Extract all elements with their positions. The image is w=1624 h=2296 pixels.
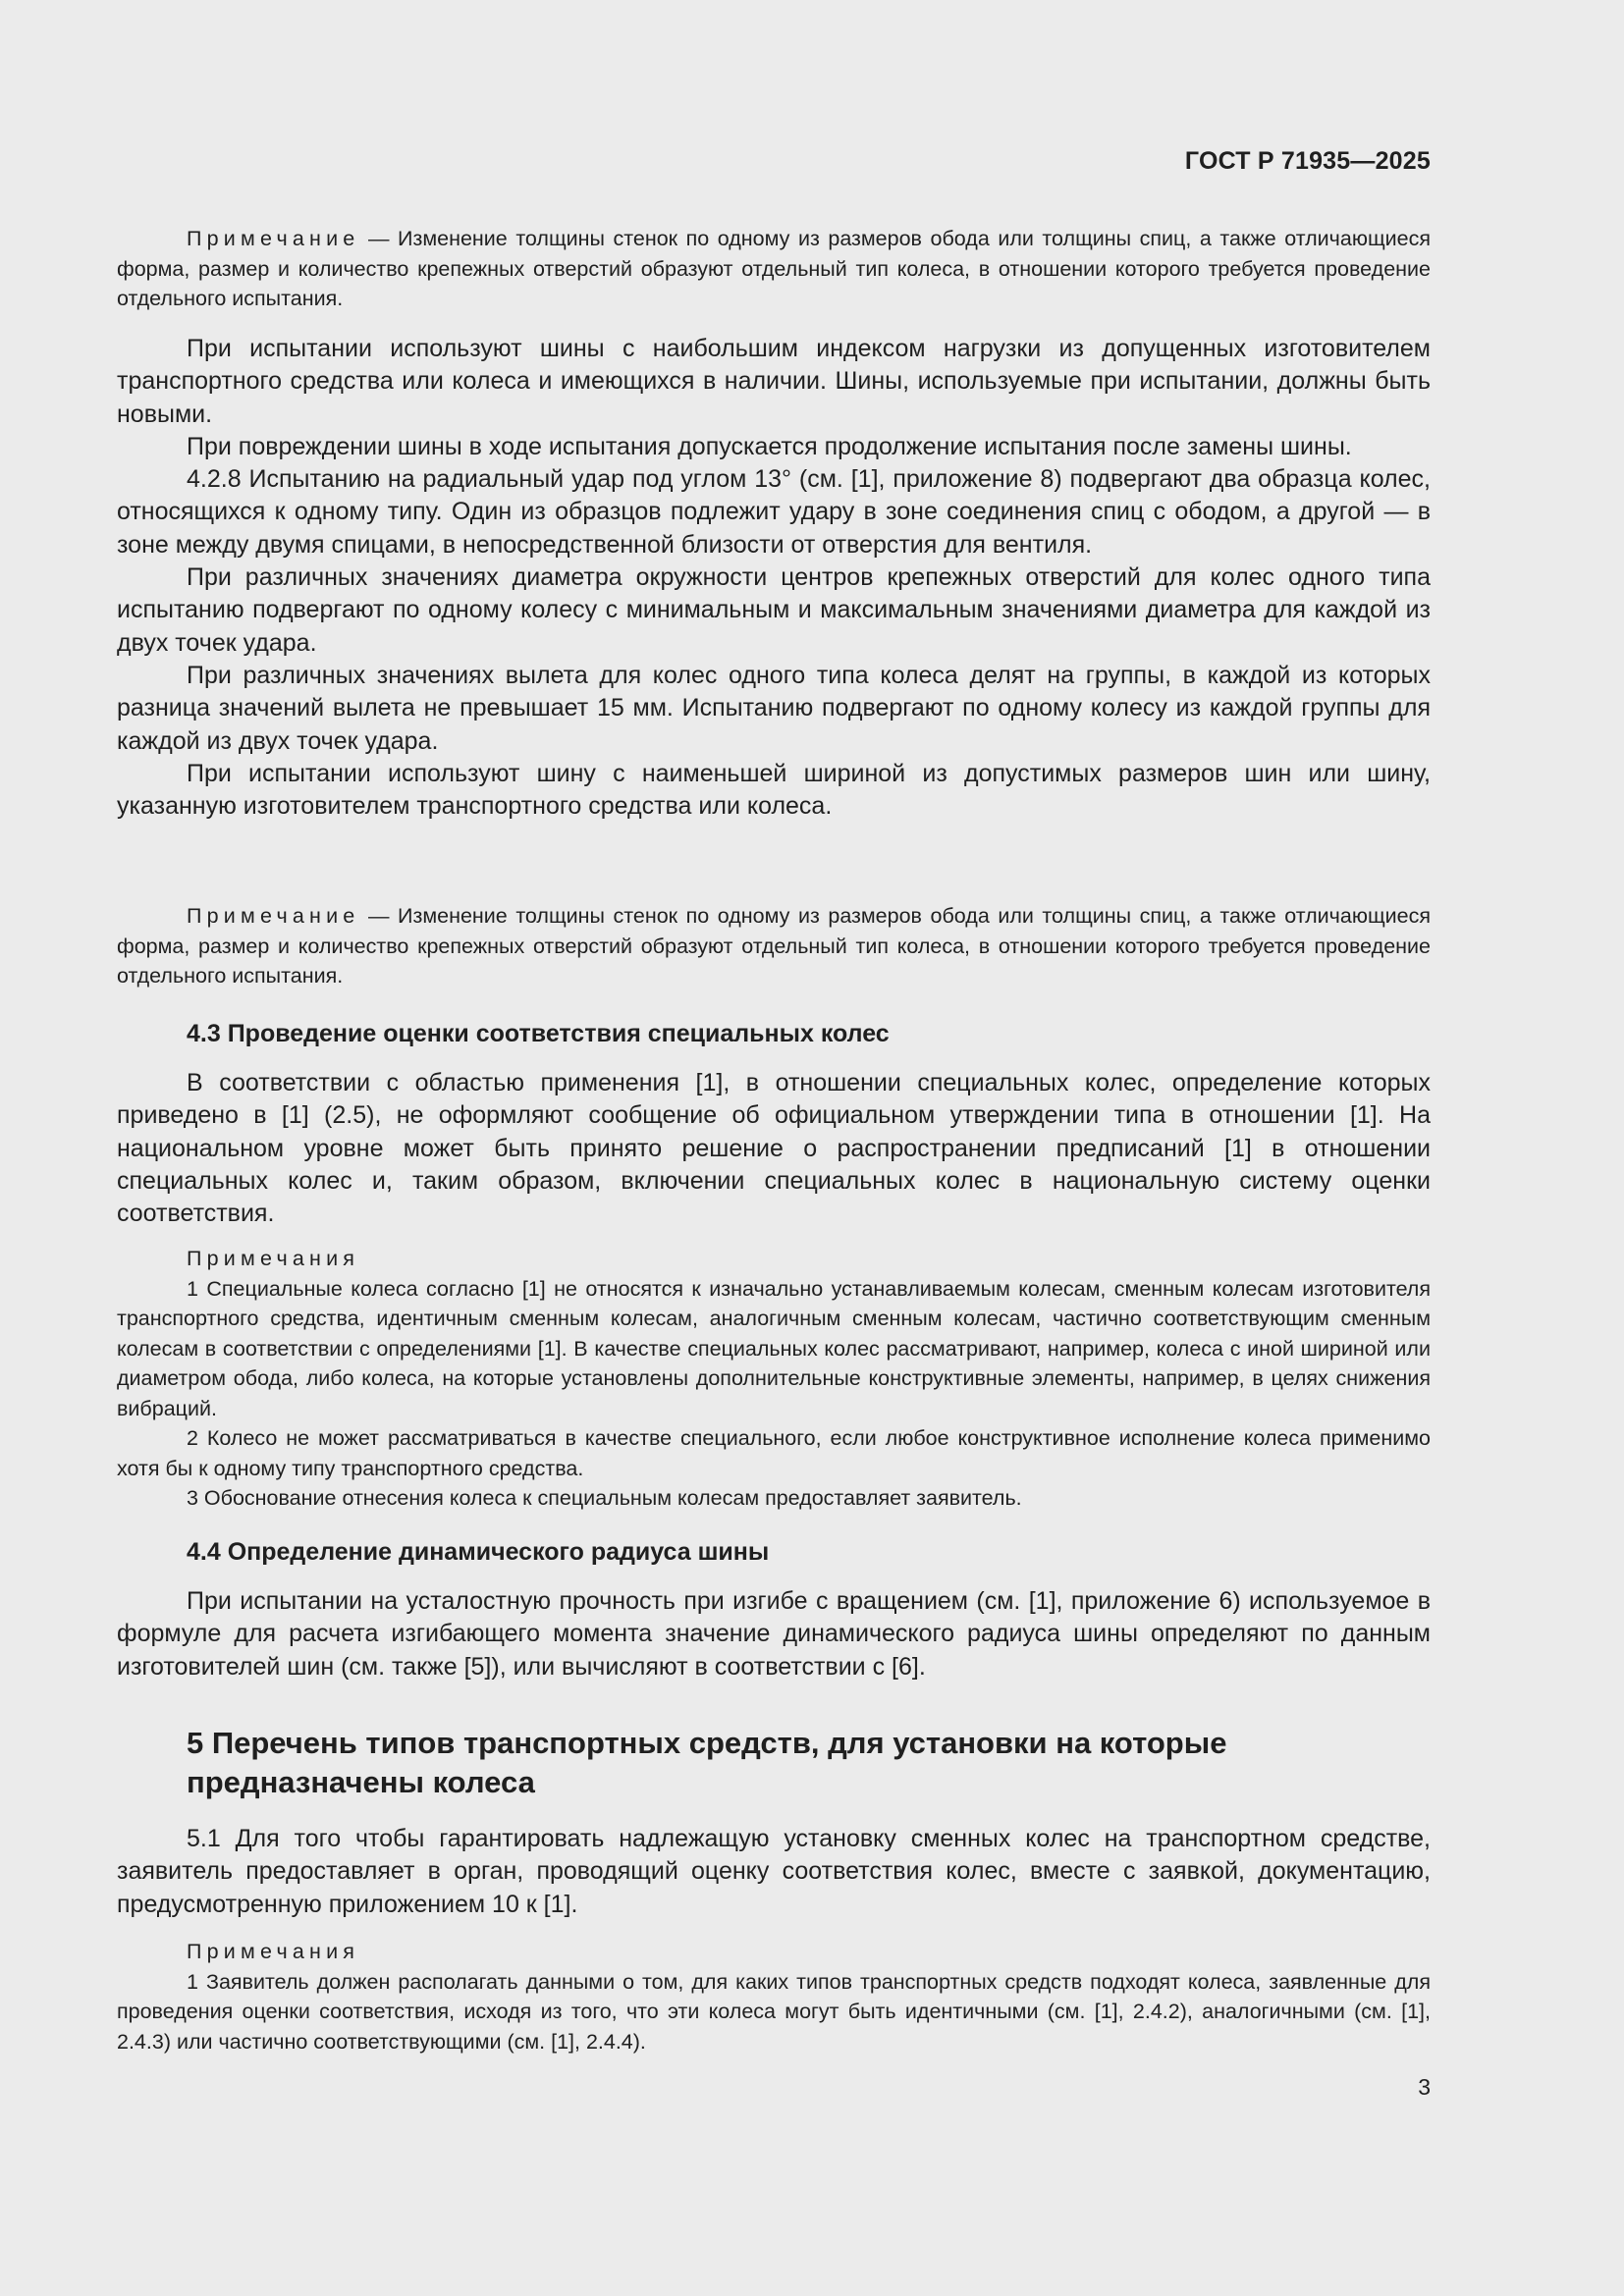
section-4-3-notes	[117, 1244, 1431, 1514]
note-1-label: Примечание	[187, 227, 360, 250]
section-5-title-line-2: предназначены колеса	[187, 1765, 535, 1799]
paragraph: При различных значениях вылета для колес одного типа колеса делят на группы, в каждой из которых разница значений вылета не превышает 15 мм. Испытанию подвергают по одному колесу из каждой группы для каждой из двух точек удара.	[117, 661, 1431, 755]
notes-label: Примечания	[187, 1247, 360, 1270]
note-1	[117, 224, 1431, 314]
section-4-3-title: 4.3 Проведение оценки соответствия специальных колес	[187, 1020, 890, 1047]
section-5-body	[117, 1823, 1431, 1921]
paragraph: При испытании используют шину с наименьшей шириной из допустимых размеров шин или шину, указанную изготовителем транспортного средства или колеса.	[117, 759, 1431, 821]
section-4-4-body	[117, 1585, 1431, 1683]
note-item: 1 Специальные колеса согласно [1] не относятся к изначально устанавливаемым колесам, сменным колесам изготовителя транспортного средства, идентичным сменным колесам, аналогичным сменным колесам, частично соответствующим сменным колесам в соответствии с определениями [1]. В качестве специальных колес рассматривают, например, колеса с иной шириной или диаметром обода, либо колеса, на которые установлены дополнительные конструктивные элементы, например, в целях снижения вибраций.	[117, 1276, 1431, 1420]
paragraph: При повреждении шины в ходе испытания допускается продолжение испытания после замены шины.	[187, 432, 1352, 460]
paragraph: При испытании на усталостную прочность при изгибе с вращением (см. [1], приложение 6) используемое в формуле для расчета изгибающего момента значение динамического радиуса шины определяют по данным изготовителей шин (см. также [5]), или вычисляют в соответствии с [6].	[117, 1587, 1431, 1681]
section-5-title-line-1: 5 Перечень типов транспортных средств, для установки на которые	[187, 1726, 1227, 1760]
document-code-header: ГОСТ Р 71935—2025	[1184, 147, 1431, 175]
note-2-body: — Изменение толщины стенок по одному из размеров обода или толщины спиц, а также отличающиеся форма, размер и количество крепежных отверстий образуют отдельный тип колеса, в отношении которого требуется проведение отдельного испытания.	[117, 904, 1431, 988]
paragraph-5-1: 5.1 Для того чтобы гарантировать надлежащую установку сменных колес на транспортном средстве, заявитель предоставляет в орган, проводящий оценку соответствия колес, вместе с заявкой, документацию, предусмотренную приложением 10 к [1].	[117, 1825, 1431, 1918]
page-number: 3	[1418, 2074, 1431, 2100]
note-item: 3 Обоснование отнесения колеса к специальным колесам предоставляет заявитель.	[187, 1486, 1022, 1510]
note-item: 2 Колесо не может рассматриваться в качестве специального, если любое конструктивное исполнение колеса применимо хотя бы к одному типу транспортного средства.	[117, 1426, 1431, 1480]
note-item: 1 Заявитель должен располагать данными о том, для каких типов транспортных средств подходят колеса, заявленные для проведения оценки соответствия, исходя из того, что эти колеса могут быть идентичными (см. [1], 2.4.2), аналогичными (см. [1], 2.4.3) или частично соответствующими (см. [1], 2.4.4).	[117, 1969, 1431, 2054]
paragraph: При различных значениях диаметра окружности центров крепежных отверстий для колес одного типа испытанию подвергают по одному колесу с минимальным и максимальным значениями диаметра для каждой из двух точек удара.	[117, 563, 1431, 657]
body-block-1	[117, 333, 1431, 823]
section-4-4-title: 4.4 Определение динамического радиуса шины	[187, 1538, 770, 1566]
paragraph: В соответствии с областью применения [1], в отношении специальных колес, определение которых приведено в [1] (2.5), не оформляют сообщение об официальном утверждении типа в отношении [1]. На национальном уровне может быть принято решение о распространении предписаний [1] в отношении специальных колес и, таким образом, включении специальных колес в национальную систему оценки соответствия.	[117, 1069, 1431, 1228]
note-1-body: — Изменение толщины стенок по одному из размеров обода или толщины спиц, а также отличающиеся форма, размер и количество крепежных отверстий образуют отдельный тип колеса, в отношении которого требуется проведение отдельного испытания.	[117, 227, 1431, 310]
notes-label: Примечания	[187, 1940, 360, 1963]
section-4-3-body	[117, 1067, 1431, 1230]
note-2-text	[117, 901, 1431, 991]
note-2-label: Примечание	[187, 904, 360, 928]
section-5-notes	[117, 1937, 1431, 2056]
section-5-title	[117, 1724, 1500, 1802]
note-1-text	[117, 224, 1431, 314]
paragraph-4-2-8: 4.2.8 Испытанию на радиальный удар под углом 13° (см. [1], приложение 8) подвергают два образца колес, относящихся к одному типу. Один из образцов подлежит удару в зоне соединения спиц с ободом, а другой — в зоне между двумя спицами, в непосредственной близости от отверстия для вентиля.	[117, 465, 1431, 559]
paragraph: При испытании используют шины с наибольшим индексом нагрузки из допущенных изготовителем транспортного средства или колеса и имеющихся в наличии. Шины, используемые при испытании, должны быть новыми.	[117, 335, 1431, 428]
note-2	[117, 901, 1431, 991]
